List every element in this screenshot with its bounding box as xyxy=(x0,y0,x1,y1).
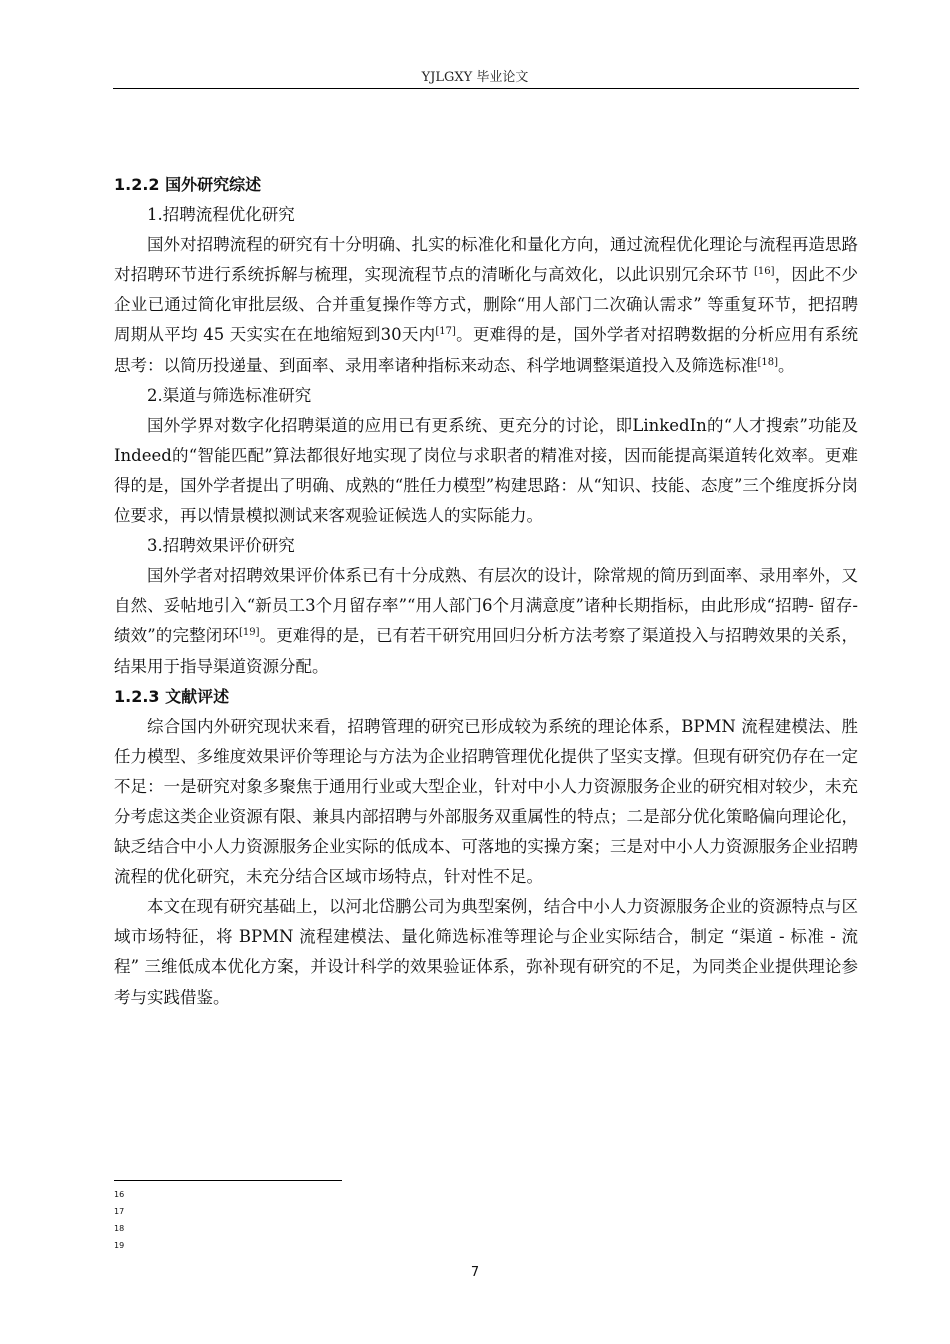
citation-17: [17] xyxy=(435,326,456,338)
paragraph-literature-review: 综合国内外研究现状来看，招聘管理的研究已形成较为系统的理论体系，BPMN 流程建模法、胜任力模型、多维度效果评价等理论与方法为企业招聘管理优化提供了坚实支撑。但现有研究仍存在一定不足：一是研究对象多聚焦于通用行业或大型企业，针对中小人力资源服务企业的研究相对较少，未充分考虑这类企业资源有限、兼具内部招聘与外部服务双重属性的特点；二是部分优化策略偏向理论化，缺乏结合中小人力资源服务企业实际的低成本、可落地的实操方案；三是对中小人力资源服务企业招聘流程的优化研究，未充分结合区域市场特点，针对性不足。 xyxy=(114,716,858,887)
subheading-recruitment-process: 1.招聘流程优化研究 xyxy=(147,205,295,225)
citation-18: [18] xyxy=(757,356,779,368)
section-heading-1-2-3: 1.2.3 文献评述 xyxy=(114,686,230,706)
paragraph-text: 。更难得的是，已有若干研究用回归分析方法考察了渠道投入与招聘效果的关系，结果用于指导渠道资源分配。 xyxy=(114,626,859,676)
header-rule xyxy=(113,88,859,89)
page-number: 7 xyxy=(470,1265,480,1280)
paragraph-text: 国外对招聘流程的研究有十分明确、扎实的标准化和量化方向，通过流程优化理论与流程再造思路对招聘环节进行系统拆解与梳理，实现流程节点的清晰化与高效化，以此识别冗余环节 xyxy=(114,235,858,285)
page-body xyxy=(114,170,858,1013)
paragraph-channels: 国外学界对数字化招聘渠道的应用已有更系统、更充分的讨论，即LinkedIn的“人才搜索”功能及Indeed的“智能匹配”算法都很好地实现了岗位与求职者的精准对接，因而能提高渠道转化效率。更难得的是，国外学者提出了明确、成熟的“胜任力模型”构建思路：从“知识、技能、态度”三个维度拆分岗位要求，再以情景模拟测试来客观验证候选人的实际能力。 xyxy=(114,415,858,526)
running-header: YJLGXY 毕业论文 xyxy=(421,70,529,85)
paragraph-text: 。 xyxy=(778,355,795,375)
subheading-evaluation: 3.招聘效果评价研究 xyxy=(147,536,295,556)
paragraph-this-study: 本文在现有研究基础上，以河北岱鹏公司为典型案例，结合中小人力资源服务企业的资源特点与区域市场特征，将 BPMN 流程建模法、量化筛选标准等理论与企业实际结合，制定 “渠道 - 标准 - 流程” 三维低成本优化方案，并设计科学的效果验证体系，弥补现有研究的不足，为同类企业提供理论参考与实践借鉴。 xyxy=(114,897,859,1007)
footnote-number: 17 xyxy=(114,1207,125,1216)
paragraph-process-optimization xyxy=(114,230,858,380)
footnote-rule xyxy=(114,1180,342,1181)
footnote-number: 18 xyxy=(114,1224,125,1233)
paragraph-evaluation xyxy=(114,561,858,681)
subheading-channels: 2.渠道与筛选标准研究 xyxy=(147,385,312,405)
paragraph-text: 国外学者对招聘效果评价体系已有十分成熟、有层次的设计，除常规的简历到面率、录用率外，又自然、妥帖地引入“新员工3个月留存率”“用人部门6个月满意度”诸种长期指标，由此形成“招聘- 留存- 绩效”的完整闭环 xyxy=(114,566,858,646)
footnote-number: 19 xyxy=(114,1241,125,1250)
citation-19: [19] xyxy=(238,627,260,639)
paragraph-text: 。更难得的是，国外学者对招聘数据的分析应用有系统思考：以简历投递量、到面率、录用率诸种指标来动态、科学地调整渠道投入及筛选标准 xyxy=(114,325,859,375)
footnotes xyxy=(114,1186,124,1254)
paragraph-text: ，因此不少企业已通过简化审批层级、合并重复操作等方式，删除“用人部门二次确认需求” 等重复环节，把招聘周期从平均 45 天实实在在地缩短到30天内 xyxy=(114,265,859,345)
section-heading-1-2-2: 1.2.2 国外研究综述 xyxy=(114,175,262,194)
footnote-number: 16 xyxy=(114,1190,125,1199)
citation-16: [16] xyxy=(753,266,775,278)
